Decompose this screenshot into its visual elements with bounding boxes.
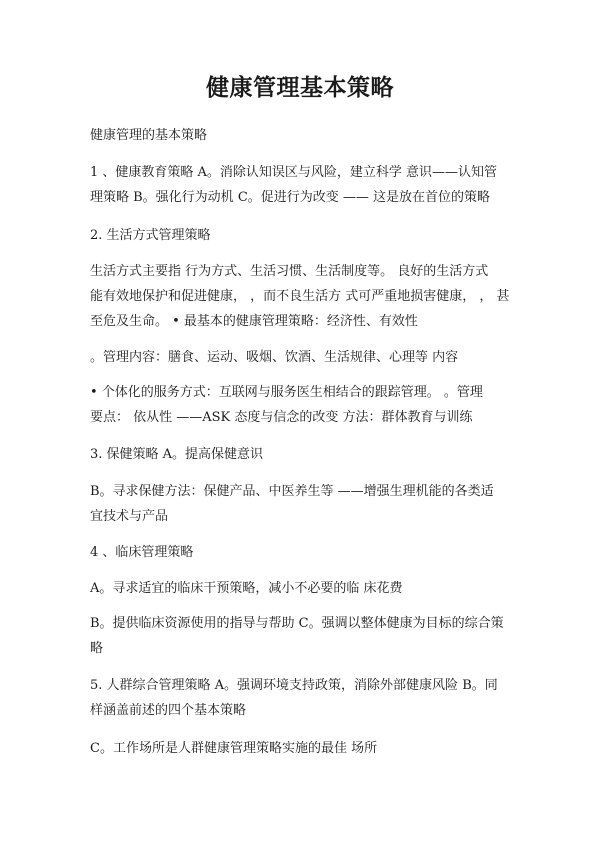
paragraph-workplace [90,736,522,761]
paragraph-population [90,673,522,723]
document-title: 健康管理基本策略 [206,75,394,101]
text-line: 4 、临床管理策略 [90,545,194,560]
paragraph-health-education [90,160,522,210]
text-line: 理策略 B。强化行为动机 C。促进行为改变 —— 这是放在首位的策略 [90,190,491,205]
paragraph-personalized-service [90,380,522,430]
paragraph-lifestyle-heading [90,223,522,248]
paragraph-health-care-methods [90,479,522,529]
paragraph-intro [90,123,522,148]
paragraph-clinical-a [90,576,522,601]
text-line: 能有效地保护和促进健康， ，而不良生活方 式可严重地损害健康， ， 甚 [90,289,510,304]
text-line: • 个体化的服务方式：互联网与服务医生相结合的跟踪管理。 。管理 [90,385,483,400]
text-line: 。管理内容：膳食、运动、吸烟、饮酒、生活规律、心理等 内容 [90,350,459,365]
paragraph-clinical-heading [90,540,522,565]
text-line: 健康管理的基本策略 [90,128,208,143]
text-line: 样涵盖前述的四个基本策略 [90,703,247,718]
text-line: 5. 人群综合管理策略 A。强调环境支持政策，消除外部健康风险 B。同 [90,678,498,693]
text-line: A。寻求适宜的临床干预策略，减小不必要的临 床花费 [90,581,403,596]
text-line: B。寻求保健方法：保健产品、中医养生等 ——增强生理机能的各类适 [90,484,494,499]
text-line: 1 、健康教育策略 A。消除认知误区与风险，建立科学 意识——认知管 [90,165,498,180]
paragraph-clinical-bc [90,611,522,661]
paragraph-health-care [90,442,522,467]
text-line: 宜技术与产品 [90,509,169,524]
text-line: 略 [90,641,104,656]
text-line: 至危及生命。 • 最基本的健康管理策略：经济性、有效性 [90,314,418,329]
text-line: 2. 生活方式管理策略 [90,228,211,243]
text-line: 生活方式主要指 行为方式、生活习惯、生活制度等。 良好的生活方式 [90,264,489,279]
paragraph-lifestyle-body [90,259,522,334]
paragraph-management-content [90,345,522,370]
text-line: C。工作场所是人群健康管理策略实施的最佳 场所 [90,741,378,756]
text-line: B。提供临床资源使用的指导与帮助 C。强调以整体健康为目标的综合策 [90,616,504,631]
text-line: 要点： 依从性 ——ASK 态度与信念的改变 方法：群体教育与训练 [90,410,473,425]
text-line: 3. 保健策略 A。提高保健意识 [90,447,264,462]
